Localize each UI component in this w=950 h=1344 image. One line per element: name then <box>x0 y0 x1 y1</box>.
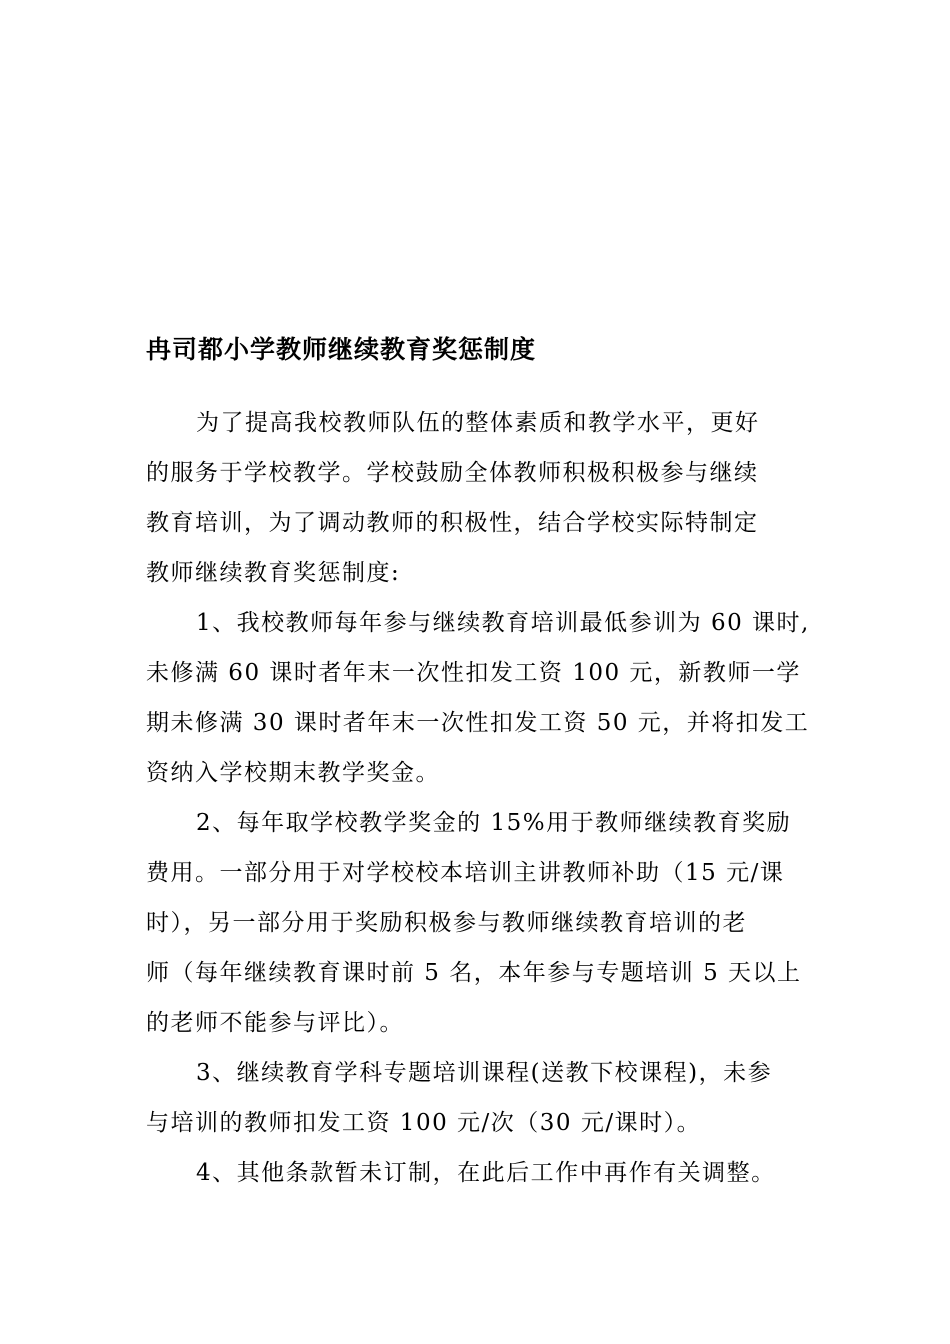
paragraph-line: 教师继续教育奖惩制度: <box>146 560 401 586</box>
paragraph-line: 期未修满 30 课时者年末一次性扣发工资 50 元，并将扣发工 <box>146 710 810 736</box>
paragraph-line: 教育培训，为了调动教师的积极性，结合学校实际特制定 <box>146 510 759 536</box>
paragraph-line: 的老师不能参与评比）。 <box>146 1010 404 1036</box>
paragraph-line: 的服务于学校教学。学校鼓励全体教师积极积极参与继续 <box>146 460 759 486</box>
paragraph-line: 未修满 60 课时者年末一次性扣发工资 100 元，新教师一学 <box>146 660 801 686</box>
paragraph-line: 为了提高我校教师队伍的整体素质和教学水平，更好 <box>196 410 760 436</box>
paragraph-line: 费用。一部分用于对学校校本培训主讲教师补助（15 元/课 <box>146 860 785 886</box>
paragraph-line: 4、其他条款暂未订制，在此后工作中再作有关调整。 <box>196 1160 776 1186</box>
paragraph-line: 资纳入学校期末教学奖金。 <box>146 760 440 786</box>
paragraph-line: 1、我校教师每年参与继续教育培训最低参训为 60 课时, <box>196 610 810 636</box>
document-title: 冉司都小学教师继续教育奖惩制度 <box>146 335 537 364</box>
paragraph-line: 2、每年取学校教学奖金的 15%用于教师继续教育奖励 <box>196 810 792 836</box>
paragraph-line: 师（每年继续教育课时前 5 名，本年参与专题培训 5 天以上 <box>146 960 802 986</box>
paragraph-line: 时），另一部分用于奖励积极参与教师继续教育培训的老 <box>146 910 747 936</box>
paragraph-line: 3、继续教育学科专题培训课程(送教下校课程)，未参 <box>196 1060 773 1086</box>
paragraph-line: 与培训的教师扣发工资 100 元/次（30 元/课时）。 <box>146 1110 702 1136</box>
